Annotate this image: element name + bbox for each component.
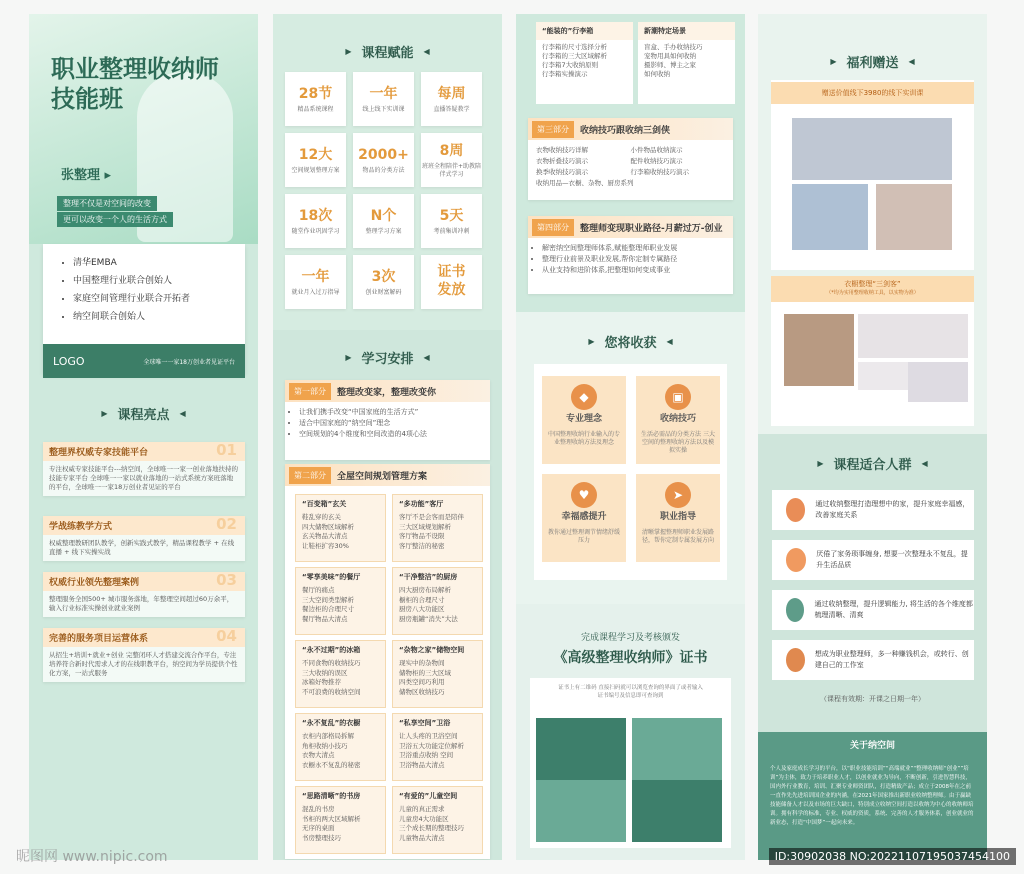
empower-cell: 2000+ 物品的分类方法 — [353, 133, 414, 187]
section-title-benefits: ▶ 福利赠送 ◀ — [830, 56, 915, 71]
audience-item: 厌倦了家务琐事缠身, 想要一次整理永不复乱，提升生活品质 — [772, 540, 974, 580]
part-1-card: 第一部分 整理改变家，整理改变你 • 让我们携手改变“中国家庭的生活方式” • 适合中国家庭的“纳空间”理念 • 空间规划的4个维度和空间改造的4项心法 — [285, 380, 490, 460]
sub-topic-card: “能装的”行李箱 行李箱的尺寸选择分析 行李箱的三大区域解析 行李箱7大收纳原则 行李箱实操演示 — [536, 22, 633, 104]
highlight-card: 完善的服务项目运营体系 04 从招生+培训+就业+创业 完整闭环人才搭建交流合作平台，专注培养符合新时代需求人才的在线职教平台，纳空间为学员提供个性化方案，一站式服务 — [43, 628, 245, 682]
sub-topic-card: “百变箱”玄关 鞋乱穿的玄关 四大储物区域解析 玄关物品大清点 让鞋柜扩容30% — [295, 494, 386, 562]
highlight-card: 权威行业领先整理案例 03 整理服务全国500+ 城市服务落地，年整理空间超过60万余平，输入行业标准实操创业就业案例 — [43, 572, 245, 617]
validity-note: （课程有效期：开课之日期一年） — [820, 695, 925, 703]
course-title: 职业整理收纳师 技能班 — [51, 55, 219, 113]
sub-topic-card: “多功能”客厅 客厅不是会客而是陪伴 三大区域规划解析 客厅物品不设限 客厅整洁的秘密 — [392, 494, 483, 562]
heart-icon: ♥ — [571, 482, 597, 508]
avatar — [786, 548, 806, 572]
sub-topic-card: “永不过期”的冰箱 不同食物的收纳技巧 三大收纳的误区 冰箱好物推荐 不可浪费的收纳空间 — [295, 640, 386, 708]
highlight-card: 整理界权威专家技能平台 01 专注权威专家技能平台---纳空间，全球唯一一家一创业落地扶持的技能专家平台 全球唯一一家以就业落地的一站式系统方案班落地的平台，全球唯一一家18万创业者见证的平台 — [43, 442, 245, 496]
empower-cell: 一年 线上线下实训课 — [353, 72, 414, 126]
bio-item: • 中国整理行业联合创始人 — [73, 272, 245, 290]
benefit-banner-2: 衣橱整理“三剑客” （*均为实用整理收纳工具，以实物为准） — [771, 276, 974, 302]
column-instructor — [29, 14, 258, 860]
compass-icon: ➤ — [665, 482, 691, 508]
sub-topic-card: “零享美味”的餐厅 餐厅的痛点 三大空间类型解析 餐边柜的合理尺寸 餐厅物品大清点 — [295, 567, 386, 635]
audience-item: 通过收纳整理打造理想中的家，提升家庭幸福感，改善家庭关系 — [772, 490, 974, 530]
empower-grid — [285, 72, 490, 309]
empower-cell: N个 整理学习方案 — [353, 194, 414, 248]
product-photo — [784, 314, 854, 386]
sub-topic-card: 新潮特定场景 盲盒、手办收纳技巧 宠物用具如何收纳 摄影师、博主之家 如何收纳 — [638, 22, 735, 104]
sub-topic-card: “杂物之家”储物空间 现实中的杂物间 储物柜的三大区域 四类空间巧利用 储物区收纳技巧 — [392, 640, 483, 708]
tagline-2: 更可以改变一个人的生活方式 — [57, 212, 173, 227]
sub-topic-card: “思路清晰”的书房 混乱的书房 书柜的两大区域解析 无序的桌面 书房整理技巧 — [295, 786, 386, 854]
avatar — [786, 498, 805, 522]
certificate-image — [536, 780, 626, 842]
gain-item: ◆ 专业理念 中国整理收纳行业输入的专业整理收纳方法及理念 — [542, 376, 626, 464]
empower-cell: 12大 空间规划整理方案 — [285, 133, 346, 187]
tagline-1: 整理不仅是对空间的改变 — [57, 196, 157, 211]
part-2-card: 第二部分 全屋空间规划管理方案 — [285, 464, 490, 859]
certificate-image — [632, 718, 722, 788]
benefit-banner-1: 赠送价值线下3980的线下实训课 — [771, 82, 974, 104]
sub-topic-card: “干净整洁”的厨房 四大厨房布局解析 橱柜的合理尺寸 厨房八大功能区 厨房瓶罐“消失”大法 — [392, 567, 483, 635]
gain-item: ▣ 收纳技巧 生活必需品的分类方法 三大空间的整理收纳方法以及模拟实操 — [636, 376, 720, 464]
gain-item: ➤ 职业指导 清晰掌握整理师职业发展路径，帮你定制专属发展方向 — [636, 474, 720, 562]
empower-cell: 每周 直播答疑教学 — [421, 72, 482, 126]
audience-item: 通过收纳整理，提升逻辑能力, 将生活的各个维度都梳理清晰、清爽 — [772, 590, 974, 630]
training-photo — [876, 184, 952, 250]
audience-area — [758, 434, 987, 732]
about-section: 关于纳空间 个人及家庭成长学习的平台，以“职业技能培训”“高端就业”“整理收纳师“创业””培训”为主体，致力于培养职业人才，以创业就业为导向，不断创新，引进智慧科技，国内外行业教育，培训、汇聚专业师资团队，打造精致产品；成立于2008年在之前一直作先先进培训国企业的内涵，在2021年国家推出新职业收纳整理师。由于赢缺技能储备人才以及市场的巨大缺口，特别成立收纳空间打造以收纳为中心的收纳师培训。拥有科学的标准，专业、权威的资质，系统、完善的人才服务体系，创业就业的新业态，打造“中国梦”一起向未来。 — [758, 732, 987, 860]
bio-item: • 清华EMBA — [73, 254, 245, 272]
empower-cell: 18次 随堂作业巩固学习 — [285, 194, 346, 248]
training-photo — [792, 184, 868, 250]
watermark: 昵图网 www.nipic.com — [16, 849, 168, 865]
empower-cell: 28节 精品系统课程 — [285, 72, 346, 126]
section-title-audience: ▶ 课程适合人群 ◀ — [817, 458, 928, 473]
certificate-image — [536, 718, 626, 788]
audience-item: 想成为职业整理师，多一种赚钱机会，或转行、创建自己的工作室 — [772, 640, 974, 680]
sub-topic-card: “有爱的”儿童空间 儿童的真正需求 儿童房4大功能区 三个成长期的整理技巧 儿童物品大清点 — [392, 786, 483, 854]
avatar — [786, 648, 805, 672]
empower-cell: 5天 考前集训冲刺 — [421, 194, 482, 248]
logo-slogan: 全球唯一一家18万创业者见证平台 — [143, 358, 235, 366]
box-icon: ▣ — [665, 384, 691, 410]
instructor-name: 张整理 ▸ — [61, 168, 112, 183]
part-3-card: 第三部分 收纳技巧跟收纳三剑侠 衣物收纳技巧详解 小件物品收纳演示 衣物折叠技巧演示 配件收纳技巧演示 换季收纳技巧演示 行李箱收纳技巧演示 收纳用品—衣橱、杂物、厨房系列 — [528, 118, 733, 200]
empower-cell: 一年 就业月入过万指导 — [285, 255, 346, 309]
image-id-label: ID:30902038 NO:20221107195037454100 — [769, 848, 1016, 865]
empower-cell: 3次 创业财富解码 — [353, 255, 414, 309]
section-title-empower: ▶ 课程赋能 ◀ — [345, 46, 430, 61]
column-gains — [516, 14, 745, 860]
avatar — [786, 598, 804, 622]
sub-topic-card: “永不复乱”的衣橱 衣柜内部格局拆解 角柜收纳小技巧 衣物大清点 衣橱永不复乱的秘密 — [295, 713, 386, 781]
logo: LOGO — [53, 354, 85, 368]
logo-bar — [43, 344, 245, 378]
certificate-card: 证书上有二维码 直接扫码就可以浏览查询的界面了或者输入证书编号及信息即可查询到 — [530, 678, 731, 848]
certificate-area: 完成课程学习及考核颁发 《高级整理收纳师》证书 证书上有二维码 直接扫码就可以浏览查询的界面了或者输入证书编号及信息即可查询到 — [516, 604, 745, 860]
hero-banner — [29, 14, 258, 244]
product-photo — [858, 314, 968, 358]
part-4-card: 第四部分 整理师变现职业路径-月薪过万-创业 • 解密纳空间整理师体系,赋能整理师职业发展 • 整理行业前景及职业发展,帮你定制专属路径 • 从业支持和进阶体系,把整理如何变成事业 — [528, 216, 733, 294]
section-title-schedule: ▶ 学习安排 ◀ — [345, 352, 430, 367]
product-photo — [908, 362, 968, 402]
empower-cell: 8周 班班全程陪伴+助教陪伴式学习 — [421, 133, 482, 187]
diamond-icon: ◆ — [571, 384, 597, 410]
sub-topic-card: “私享空间”卫浴 让人头疼的卫浴空间 卫浴五大功能定位解析 卫浴重点收纳 空间 卫浴物品大清点 — [392, 713, 483, 781]
column-benefits — [758, 14, 987, 860]
highlight-card: 学战练教学方式 02 权威整理教研团队教学，创新实践式教学，精品课程教学 + 在线直播 + 线下实操实战 — [43, 516, 245, 561]
training-photo — [792, 118, 952, 180]
certificate-image — [632, 780, 722, 842]
empower-cell: 证书发放 — [421, 255, 482, 309]
bio-item: • 纳空间联合创始人 — [73, 308, 245, 326]
gain-item: ♥ 幸福感提升 教你通过整理调节情绪舒缓压力 — [542, 474, 626, 562]
section-title-gains: ▶ 您将收获 ◀ — [588, 336, 673, 351]
section-title-highlights: ▶ 课程亮点 ◀ — [101, 408, 186, 423]
bio-item: • 家庭空间管理行业联合开拓者 — [73, 290, 245, 308]
column-course — [273, 14, 502, 860]
